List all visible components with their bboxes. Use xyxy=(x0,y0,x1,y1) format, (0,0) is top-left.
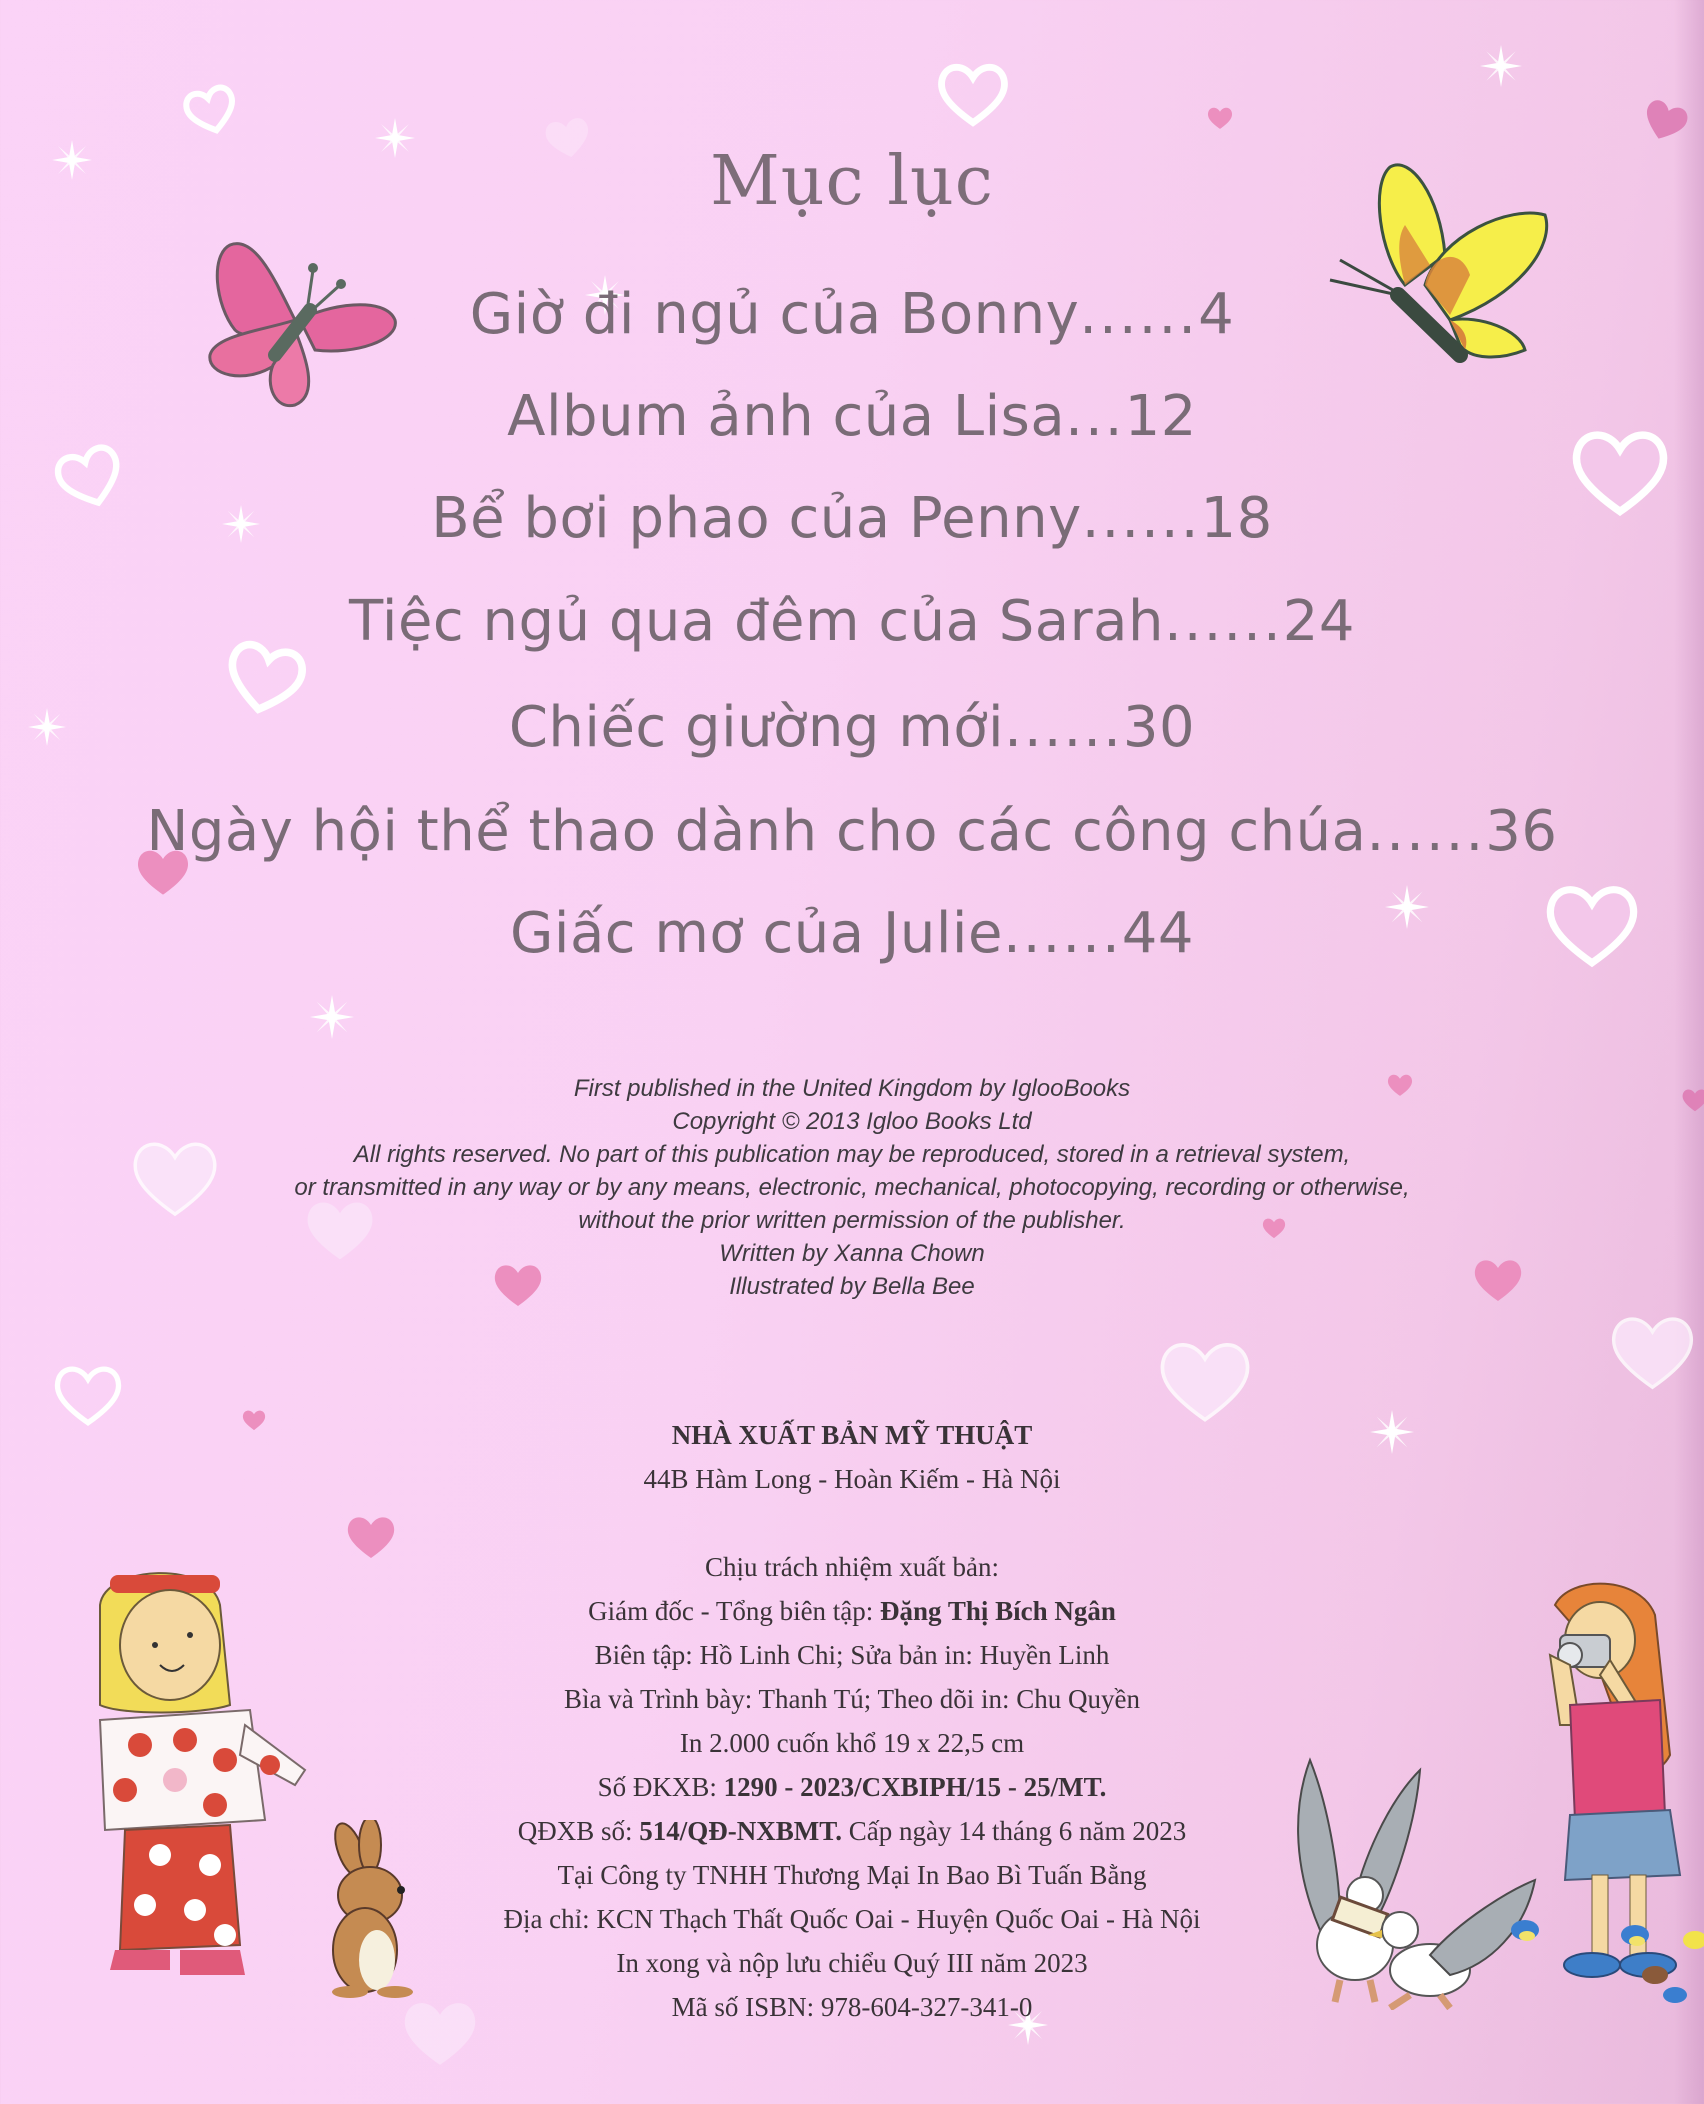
qdxb-label: QĐXB số: xyxy=(517,1816,640,1846)
toc-entry-page: 44 xyxy=(1121,901,1195,966)
author-credit: Written by Xanna Chown xyxy=(719,1240,985,1267)
director-name: Đặng Thị Bích Ngân xyxy=(880,1596,1116,1626)
toc-entry[interactable] xyxy=(0,384,1704,449)
toc-entry-page: 18 xyxy=(1200,486,1273,551)
deposit-line: In xong và nộp lưu chiểu Quý III năm 2023 xyxy=(616,1948,1088,1978)
toc-entry-label: Giờ đi ngủ của Bonny xyxy=(469,282,1080,347)
heart-striped-icon xyxy=(1150,1335,1260,1427)
copyright-line: without the prior written permission of the publisher. xyxy=(578,1207,1126,1234)
design-line: Bìa và Trình bày: Thanh Tú; Theo dõi in: Chu Quyền xyxy=(564,1684,1140,1714)
isbn-line: Mã số ISBN: 978-604-327-341-0 xyxy=(671,1992,1033,2022)
toc-entry-page: 30 xyxy=(1122,695,1196,760)
qdxb-date: Cấp ngày 14 tháng 6 năm 2023 xyxy=(842,1816,1187,1846)
heart-outline-icon xyxy=(48,1362,128,1428)
copyright-line: or transmitted in any way or by any means, electronic, mechanical, photocopying, recording or otherwise, xyxy=(294,1174,1410,1201)
toc-entry-page: 12 xyxy=(1124,384,1197,449)
toc-entry[interactable] xyxy=(0,799,1704,864)
toc-entry[interactable] xyxy=(0,901,1704,966)
printer-line: Tại Công ty TNHH Thương Mại In Bao Bì Tuấn Bằng xyxy=(557,1860,1147,1890)
heart-outline-icon xyxy=(930,60,1016,128)
toc-entry-label: Tiệc ngủ qua đêm của Sarah xyxy=(348,589,1164,654)
toc-entry-label: Ngày hội thể thao dành cho các công chúa xyxy=(146,799,1367,864)
heart-striped-icon xyxy=(1605,1310,1700,1394)
toc-entry-leader: ...... xyxy=(1366,799,1486,864)
toc-entry-leader: ...... xyxy=(1004,695,1123,760)
heart-outline-icon xyxy=(177,79,244,142)
toc-entry-page: 36 xyxy=(1485,799,1558,864)
sparkle-icon xyxy=(310,995,354,1039)
toc-entry-page: 24 xyxy=(1282,589,1356,654)
toc-entry-leader: ... xyxy=(1065,384,1125,449)
qdxb-value: 514/QĐ-NXBMT. xyxy=(639,1816,843,1846)
editor-line: Biên tập: Hồ Linh Chi; Sửa bản in: Huyền Linh xyxy=(594,1640,1110,1670)
illustrator-credit: Illustrated by Bella Bee xyxy=(729,1273,975,1300)
director-label: Giám đốc - Tổng biên tập: xyxy=(588,1596,881,1626)
toc-entry-leader: ...... xyxy=(1163,589,1283,654)
toc-entry-label: Giấc mơ của Julie xyxy=(509,901,1003,966)
director-line xyxy=(0,1596,1704,1627)
dkxb-line xyxy=(0,1772,1704,1803)
dkxb-value: 1290 - 2023/CXBIPH/15 - 25/MT. xyxy=(723,1772,1107,1802)
sparkle-icon xyxy=(1480,45,1522,87)
toc-entry-leader: ...... xyxy=(1079,282,1199,347)
copyright-line: First published in the United Kingdom by IglooBooks xyxy=(573,1075,1131,1102)
toc-entry[interactable] xyxy=(0,282,1704,347)
toc-entry[interactable] xyxy=(0,486,1704,551)
copyright-line: Copyright © 2013 Igloo Books Ltd xyxy=(672,1108,1032,1135)
toc-entry[interactable] xyxy=(0,589,1704,654)
dkxb-label: Số ĐKXB: xyxy=(597,1772,724,1802)
toc-entry-page: 4 xyxy=(1198,282,1235,347)
toc-entry-label: Chiếc giường mới xyxy=(508,695,1005,760)
print-run: In 2.000 cuốn khổ 19 x 22,5 cm xyxy=(679,1728,1025,1758)
toc-entry-leader: ...... xyxy=(1002,901,1122,966)
toc-entry-label: Bể bơi phao của Penny xyxy=(431,486,1082,551)
copyright-line: All rights reserved. No part of this publication may be reproduced, stored in a retrieval system, xyxy=(353,1141,1351,1168)
responsible-label: Chịu trách nhiệm xuất bản: xyxy=(705,1552,999,1582)
toc-title: Mục lục xyxy=(710,142,994,221)
publisher-address: 44B Hàm Long - Hoàn Kiếm - Hà Nội xyxy=(643,1464,1061,1494)
publisher-name: NHÀ XUẤT BẢN MỸ THUẬT xyxy=(671,1420,1033,1450)
toc-entry-leader: ...... xyxy=(1081,486,1201,551)
printer-address: Địa chỉ: KCN Thạch Thất Quốc Oai - Huyện Quốc Oai - Hà Nội xyxy=(503,1904,1201,1934)
toc-entry[interactable] xyxy=(0,695,1704,760)
heart-pink-icon xyxy=(1205,105,1235,131)
toc-entry-label: Album ảnh của Lisa xyxy=(507,384,1066,449)
qdxb-line xyxy=(0,1816,1704,1847)
